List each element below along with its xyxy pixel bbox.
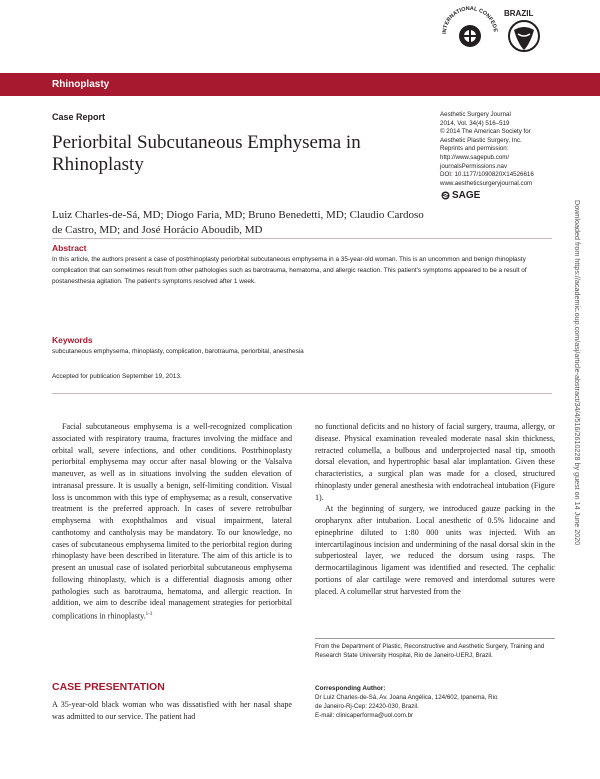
section-bar [0, 73, 600, 96]
journal-info-line: Aesthetic Plastic Surgery, Inc. [440, 136, 522, 144]
body-divider [52, 393, 552, 394]
journal-info-line: www.aestheticsurgeryjournal.com [440, 179, 533, 187]
download-note-text: Downloaded from https://academic.oup.com/asj/article-abstract/34/4/516/2610228 by guest on 14 June 2020 [573, 200, 582, 546]
sage-logo-icon [441, 191, 450, 200]
footnote-divider [315, 638, 555, 639]
journal-info [440, 111, 580, 188]
journal-info-line: © 2014 The American Society for [440, 128, 531, 136]
case-presentation-text: A 35-year-old black woman who was dissatisfied with her nasal shape was admitted to our service. The patient had [52, 700, 292, 721]
accepted-date: Accepted for publication September 19, 2013. [52, 373, 182, 380]
reference-mark: 1-3 [145, 612, 153, 617]
brazil-logo [500, 4, 560, 56]
article-type: Case Report [52, 112, 106, 122]
article-title: Periorbital Subcutaneous Emphysema in Rhinoplasty [52, 132, 361, 175]
body-paragraph: no functional deficits and no history of facial surgery, trauma, allergy, or disease. Physical examination revealed moderate nasal skin thickness, retracted columella, a bulbous and underprojected nasal tip, smooth dorsal elevation, and hypertrophic basal alar implantation. Given these characteristics, a surgical plan was made for a closed, structured rhinoplasty under general anesthesia with endotracheal intubation (Figure 1). [315, 422, 555, 502]
journal-info-line: journalsPermissions.nav [440, 162, 508, 170]
corresponding-author-line: de Janeiro-Rj-Cep: 22420-030, Brazil. [315, 702, 419, 710]
body-column-left [52, 421, 292, 622]
corresponding-author-email[interactable]: E-mail: clinicaperforma@uol.com.br [315, 711, 414, 719]
corresponding-author-heading: Corresponding Author: [315, 685, 386, 692]
abstract-text: In this article, the authors present a case of postrhinoplasty periorbital subcutaneous emphysema in a 35-year-old woman. This is an uncommon and benign rhinoplasty complication that can sometimes result from other pathologies such as barotrauma, hematoma, and allergic reaction. This patient's symptoms appeared to be a result of postanesthesia agitation. The patient's symptoms resolved after 1 week. [52, 256, 527, 285]
sage-logo-text: SAGE [452, 190, 481, 201]
journal-info-line: 2014, Vol. 34(4) 516–519 [440, 119, 510, 127]
affiliation-note: From the Department of Plastic, Reconstructive and Aesthetic Surgery, Training and Research State University Hospital, Rio de Janeiro-UERJ, Brazil. [315, 643, 545, 659]
case-presentation-heading: CASE PRESENTATION [52, 681, 165, 693]
body-paragraph-text: Facial subcutaneous emphysema is a well-recognized complication associated with respiratory trauma, fractures involving the midface and orbital wall, severe infections, and other conditions. Postrhinoplasty periorbital emphysema may occur after nasal blowing or the Valsalva maneuver, as well as in situations involving the sudden elevation of intranasal pressure. It is usually a benign, self-limiting condition. Visual loss is uncommon with this type of emphysema; as a result, conservative treatment is the preferred approach. In cases of severe retrobulbar emphysema with exophthalmos and visual impairment, lateral canthotomy and cantholysis may be mandatory. To our knowledge, no cases of subcutaneous emphysema limited to the periorbital region during rhinoplasty have been described in literature. The aim of this article is to present an unusual case of isolated periorbital subcutaneous emphysema following rhinoplasty, which is a differential diagnosis among other pathologies such as barotrauma, hematoma, and allergic reaction. In addition, we aim to describe ideal management strategies for periorbital complications in rhinoplasty. [52, 422, 292, 621]
keywords-text: subcutaneous emphysema, rhinoplasty, complication, barotrauma, periorbital, anesthesia [52, 348, 304, 355]
body-column-right [315, 421, 555, 597]
journal-info-line: http://www.sagepub.com/ [440, 153, 510, 161]
isc-logo-text: INTERNATIONAL CONFEDE [441, 5, 498, 35]
body-paragraph [52, 421, 292, 622]
abstract-heading: Abstract [52, 243, 87, 253]
sage-logo [441, 190, 480, 201]
section-label: Rhinoplasty [52, 79, 110, 90]
abstract-divider [52, 238, 552, 239]
keywords-heading: Keywords [52, 335, 93, 345]
isc-logo [440, 4, 500, 56]
journal-info-line: Reprints and permission: [440, 145, 509, 153]
brazil-logo-text: BRAZIL [504, 9, 534, 18]
corresponding-author-details [315, 694, 555, 720]
corresponding-author-line: Dr Luiz Charles-de-Sá, Av. Joana Angélica, 124/602, Ipanema, Rio [315, 694, 498, 701]
author-list: Luiz Charles-de-Sá, MD; Diogo Faria, MD; Bruno Benedetti, MD; Claudio Cardoso de Castro, MD; and José Horácio Aboudib, MD [52, 209, 424, 236]
journal-info-line: DOI: 10.1177/1090820X14526616 [440, 171, 534, 179]
download-note [572, 200, 584, 720]
journal-info-line: Aesthetic Surgery Journal [440, 111, 511, 118]
body-paragraph: At the beginning of surgery, we introduced gauze packing in the oropharynx after intubation. Local anesthetic of 0.5% lidocaine and epinephrine diluted to 1:80 000 units was injected. With an intercartilaginous incision and undermining of the nasal dorsal skin in the subperiosteal layer, we reduced the dorsum using rasps. The dermocartilaginous ligament was identified and resected. The cephalic portions of alar cartilage were removed and interdomal sutures were placed. A columellar strut harvested from the [315, 504, 555, 596]
